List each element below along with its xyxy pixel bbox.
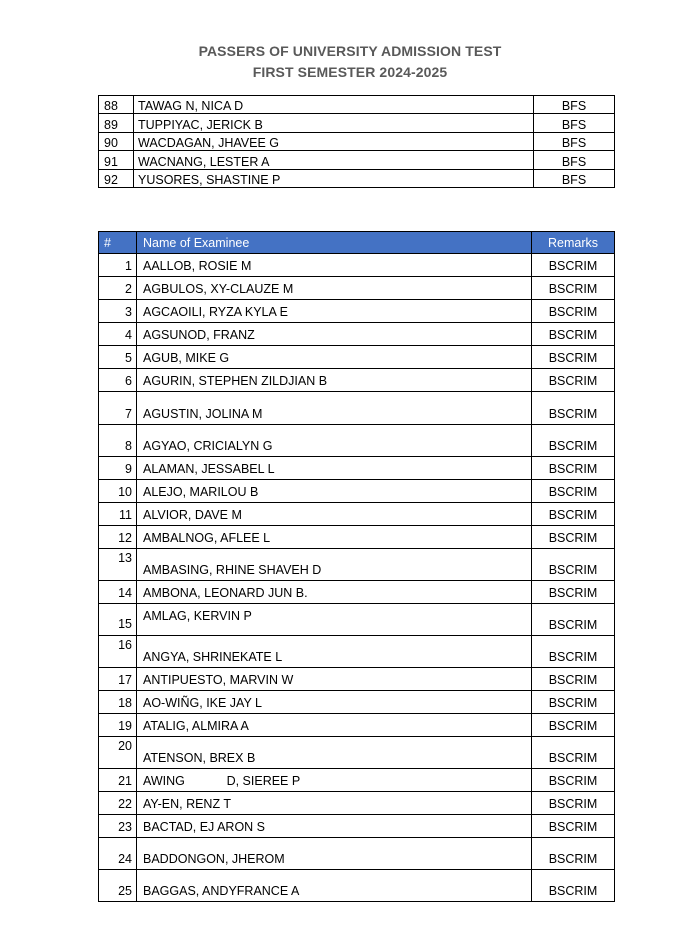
table-row — [99, 254, 615, 277]
row-number: 22 — [99, 792, 137, 815]
examinee-name: BADDONGON, JHEROM — [137, 838, 532, 870]
remarks-cell: BSCRIM — [532, 737, 615, 769]
row-number: 23 — [99, 815, 137, 838]
examinee-name: ANGYA, SHRINEKATE L — [137, 636, 532, 668]
remarks-cell: BSCRIM — [532, 425, 615, 457]
table-row — [99, 277, 615, 300]
table-row — [99, 132, 615, 150]
examinee-name: AGURIN, STEPHEN ZILDJIAN B — [137, 369, 532, 392]
remarks-cell: BSCRIM — [532, 277, 615, 300]
table-row — [99, 838, 615, 870]
remarks-cell: BSCRIM — [532, 300, 615, 323]
examinee-name: AGUB, MIKE G — [137, 346, 532, 369]
examinee-name: AWING D, SIEREE P — [137, 769, 532, 792]
table-row — [99, 503, 615, 526]
table-row — [99, 369, 615, 392]
remarks-cell: BSCRIM — [532, 792, 615, 815]
examinee-name: ANTIPUESTO, MARVIN W — [137, 668, 532, 691]
table-row — [99, 346, 615, 369]
examinee-name: TUPPIYAC, JERICK B — [134, 114, 534, 132]
remarks-cell: BSCRIM — [532, 714, 615, 737]
remarks-cell: BFS — [534, 151, 615, 169]
remarks-cell: BSCRIM — [532, 838, 615, 870]
remarks-cell: BSCRIM — [532, 604, 615, 636]
remarks-cell: BSCRIM — [532, 581, 615, 604]
row-number: 21 — [99, 769, 137, 792]
row-number: 11 — [99, 503, 137, 526]
table-row — [99, 96, 615, 114]
page-title-line2: FIRST SEMESTER 2024-2025 — [252, 64, 448, 80]
examinee-name: WACDAGAN, JHAVEE G — [134, 132, 534, 150]
remarks-cell: BSCRIM — [532, 480, 615, 503]
remarks-cell: BSCRIM — [532, 549, 615, 581]
examinee-name: WACNANG, LESTER A — [134, 151, 534, 169]
table-row — [99, 526, 615, 549]
remarks-cell: BSCRIM — [532, 870, 615, 902]
table-row — [99, 581, 615, 604]
row-number: 1 — [99, 254, 137, 277]
row-number: 7 — [99, 392, 137, 425]
remarks-cell: BSCRIM — [532, 369, 615, 392]
table-row — [99, 737, 615, 769]
bfs-passers-table — [98, 95, 615, 188]
row-number: 12 — [99, 526, 137, 549]
examinee-name: ALAMAN, JESSABEL L — [137, 457, 532, 480]
remarks-cell: BFS — [534, 96, 615, 114]
table-row — [99, 392, 615, 425]
remarks-cell: BFS — [534, 169, 615, 187]
examinee-name: YUSORES, SHASTINE P — [134, 169, 534, 187]
examinee-name: BAGGAS, ANDYFRANCE A — [137, 870, 532, 902]
examinee-name: AALLOB, ROSIE M — [137, 254, 532, 277]
table-row — [99, 457, 615, 480]
table-row — [99, 668, 615, 691]
examinee-name: AO-WIÑG, IKE JAY L — [137, 691, 532, 714]
remarks-cell: BSCRIM — [532, 526, 615, 549]
row-number: 4 — [99, 323, 137, 346]
row-number: 89 — [99, 114, 134, 132]
row-number: 20 — [99, 737, 137, 769]
examinee-name: ATENSON, BREX B — [137, 737, 532, 769]
row-number: 2 — [99, 277, 137, 300]
table-row — [99, 792, 615, 815]
table-row — [99, 691, 615, 714]
remarks-cell: BSCRIM — [532, 323, 615, 346]
examinee-name: ATALIG, ALMIRA A — [137, 714, 532, 737]
table-row — [99, 300, 615, 323]
remarks-cell: BFS — [534, 114, 615, 132]
row-number: 5 — [99, 346, 137, 369]
remarks-cell: BSCRIM — [532, 503, 615, 526]
row-number: 19 — [99, 714, 137, 737]
table-row — [99, 714, 615, 737]
remarks-cell: BSCRIM — [532, 769, 615, 792]
row-number: 88 — [99, 96, 134, 114]
examinee-name: ALEJO, MARILOU B — [137, 480, 532, 503]
row-number: 14 — [99, 581, 137, 604]
table-row — [99, 769, 615, 792]
examinee-name: AGCAOILI, RYZA KYLA E — [137, 300, 532, 323]
table-row — [99, 870, 615, 902]
examinee-name: AMLAG, KERVIN P — [137, 604, 532, 636]
remarks-cell: BSCRIM — [532, 457, 615, 480]
table-row — [99, 604, 615, 636]
column-header-remarks: Remarks — [532, 232, 615, 254]
column-header-number: # — [99, 232, 137, 254]
row-number: 15 — [99, 604, 137, 636]
remarks-cell: BSCRIM — [532, 254, 615, 277]
examinee-name: AMBALNOG, AFLEE L — [137, 526, 532, 549]
remarks-cell: BSCRIM — [532, 815, 615, 838]
row-number: 18 — [99, 691, 137, 714]
examinee-name: ALVIOR, DAVE M — [137, 503, 532, 526]
page-title-line1: PASSERS OF UNIVERSITY ADMISSION TEST — [198, 43, 502, 59]
bscrim-passers-table — [98, 231, 615, 902]
examinee-name: AGBULOS, XY-CLAUZE M — [137, 277, 532, 300]
table-header-row — [99, 232, 615, 254]
table-row — [99, 549, 615, 581]
remarks-cell: BSCRIM — [532, 636, 615, 668]
remarks-cell: BSCRIM — [532, 668, 615, 691]
row-number: 90 — [99, 132, 134, 150]
row-number: 3 — [99, 300, 137, 323]
examinee-name: TAWAG N, NICA D — [134, 96, 534, 114]
table-row — [99, 169, 615, 187]
examinee-name: AGUSTIN, JOLINA M — [137, 392, 532, 425]
remarks-cell: BFS — [534, 132, 615, 150]
table-row — [99, 151, 615, 169]
row-number: 17 — [99, 668, 137, 691]
row-number: 13 — [99, 549, 137, 581]
examinee-name: AMBASING, RHINE SHAVEH D — [137, 549, 532, 581]
row-number: 16 — [99, 636, 137, 668]
remarks-cell: BSCRIM — [532, 346, 615, 369]
row-number: 92 — [99, 169, 134, 187]
table-row — [99, 636, 615, 668]
examinee-name: AMBONA, LEONARD JUN B. — [137, 581, 532, 604]
examinee-name: AY-EN, RENZ T — [137, 792, 532, 815]
table-row — [99, 480, 615, 503]
row-number: 91 — [99, 151, 134, 169]
row-number: 6 — [99, 369, 137, 392]
row-number: 24 — [99, 838, 137, 870]
examinee-name: AGYAO, CRICIALYN G — [137, 425, 532, 457]
row-number: 25 — [99, 870, 137, 902]
examinee-name: BACTAD, EJ ARON S — [137, 815, 532, 838]
column-header-name: Name of Examinee — [137, 232, 532, 254]
remarks-cell: BSCRIM — [532, 691, 615, 714]
table-row — [99, 425, 615, 457]
table-row — [99, 815, 615, 838]
table-row — [99, 114, 615, 132]
examinee-name: AGSUNOD, FRANZ — [137, 323, 532, 346]
table-row — [99, 323, 615, 346]
remarks-cell: BSCRIM — [532, 392, 615, 425]
row-number: 9 — [99, 457, 137, 480]
row-number: 10 — [99, 480, 137, 503]
row-number: 8 — [99, 425, 137, 457]
